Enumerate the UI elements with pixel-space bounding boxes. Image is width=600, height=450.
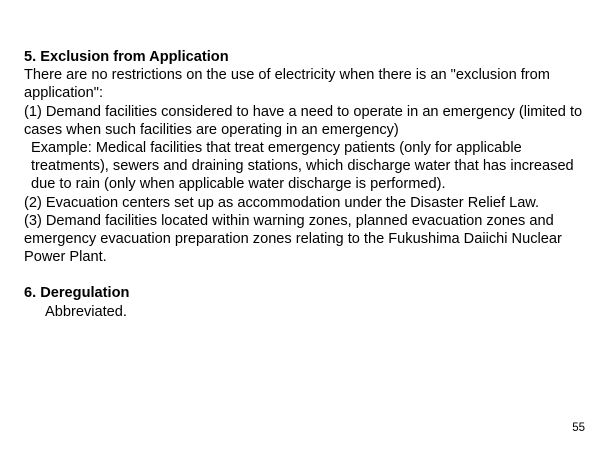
section-spacer (24, 266, 590, 284)
page-number: 55 (572, 422, 585, 434)
section-5-example: Example: Medical facilities that treat emergency patients (only for applicable treatments), sewers and draining stations, which discharge water that has increased due to rain (only when applicable water discharge is performed). (31, 140, 574, 193)
slide-content (24, 48, 590, 321)
section-6-body: Abbreviated. (45, 303, 127, 320)
section-5-item-1: (1) Demand facilities considered to have a need to operate in an emergency (limited to cases when such facilities are operating in an emergency) (24, 103, 583, 138)
section-5-heading: 5. Exclusion from Application (24, 49, 229, 65)
section-5-item-2: (2) Evacuation centers set up as accommodation under the Disaster Relief Law. (24, 194, 540, 211)
section-5-item-3: (3) Demand facilities located within warning zones, planned evacuation zones and emergency evacuation preparation zones relating to the Fukushima Daiichi Nuclear Power Plant. (24, 212, 562, 266)
section-5-intro: There are no restrictions on the use of electricity when there is an "exclusion from application": (24, 67, 550, 102)
section-6-heading: 6. Deregulation (24, 285, 130, 302)
